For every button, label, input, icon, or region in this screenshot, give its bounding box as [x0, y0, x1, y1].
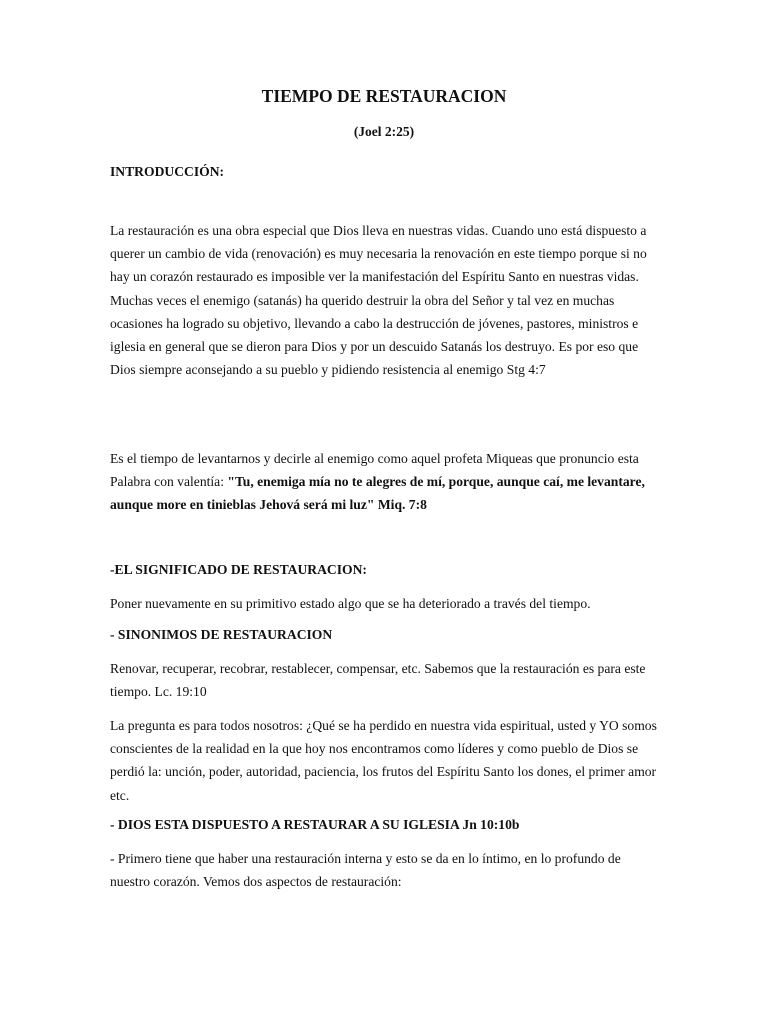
- synonyms-heading: - SINONIMOS DE RESTAURACION: [110, 627, 333, 642]
- intro-paragraph: [110, 219, 662, 381]
- question-paragraph: [110, 714, 662, 807]
- first-paragraph: [110, 847, 662, 893]
- meaning-heading: -EL SIGNIFICADO DE RESTAURACION:: [110, 562, 367, 577]
- intro-paragraph-text: La restauración es una obra especial que Dios lleva en nuestras vidas. Cuando uno está dispuesto a querer un cambio de vida (renovación) es muy necesaria la renovación en este tiempo porque si no hay un corazón restaurado es imposible ver la manifestación del Espíritu Santo en nuestras vidas. Muchas veces el enemigo (satanás) ha querido destruir la obra del Señor y tal vez en muchas ocasiones ha logrado su objetivo, llevando a cabo la destrucción de jóvenes, pastores, ministros e iglesia en general que se dieron para Dios y por un descuido Satanás los destruyo. Es por eso que Dios siempre aconsejando a su pueblo y pidiendo resistencia al enemigo Stg 4:7: [110, 223, 647, 378]
- intro-heading: INTRODUCCIÓN:: [110, 164, 225, 179]
- meaning-paragraph: [110, 592, 662, 615]
- document-subtitle: (Joel 2:25): [353, 124, 415, 139]
- synonyms-paragraph: [110, 657, 662, 703]
- second-paragraph-text: Es el tiempo de levantarnos y decirle al enemigo como aquel profeta Miqueas que pronuncio esta Palabra con valentía:: [110, 451, 639, 490]
- first-paragraph-text: - Primero tiene que haber una restauración interna y esto se da en lo íntimo, en lo profundo de nuestro corazón. Vemos dos aspectos de restauración:: [110, 851, 621, 890]
- meaning-paragraph-text: Poner nuevamente en su primitivo estado algo que se ha deteriorado a través del tiempo.: [110, 596, 591, 611]
- synonyms-paragraph-text: Renovar, recuperar, recobrar, restablecer, compensar, etc. Sabemos que la restauración es para este tiempo. Lc. 19:10: [110, 661, 646, 700]
- document-title: TIEMPO DE RESTAURACION: [261, 86, 507, 106]
- question-paragraph-text: La pregunta es para todos nosotros: ¿Qué se ha perdido en nuestra vida espiritual, usted y YO somos conscientes de la realidad en la que hoy nos encontramos como líderes y como pueblo de Dios se perdió la: unción, poder, autoridad, paciencia, los frutos del Espíritu Santo los dones, el primer amor etc.: [110, 718, 657, 803]
- micah-quote: "Tu, enemiga mía no te alegres de mí, porque, aunque caí, me levantare, aunque more en tinieblas Jehová será mi luz" Miq. 7:8: [110, 474, 645, 513]
- second-paragraph: [110, 447, 662, 517]
- church-heading: - DIOS ESTA DISPUESTO A RESTAURAR A SU IGLESIA Jn 10:10b: [110, 817, 520, 832]
- second-paragraph-body: [110, 447, 662, 517]
